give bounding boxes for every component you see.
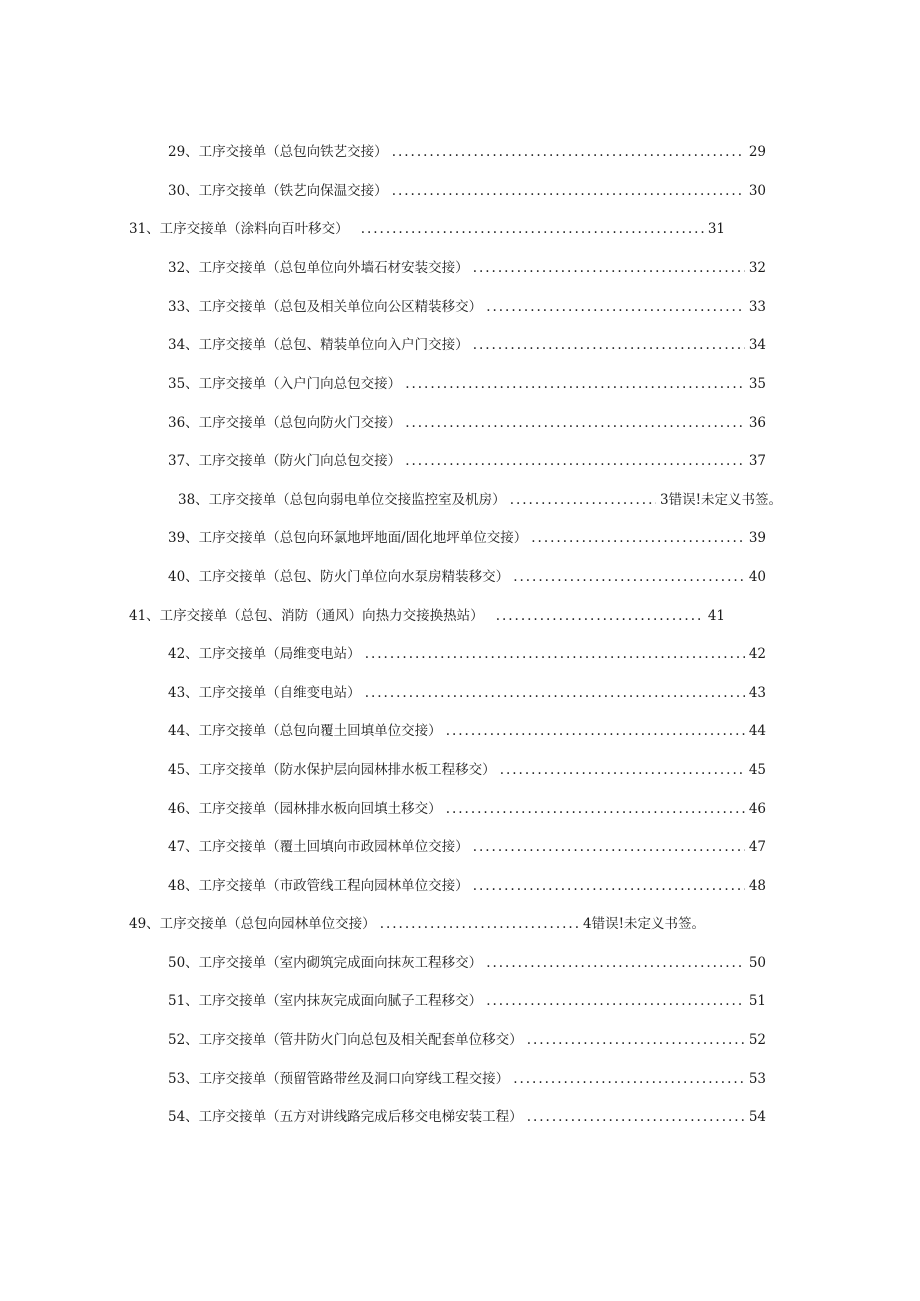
toc-entry[interactable] — [168, 528, 766, 548]
dot-leader — [486, 297, 745, 317]
toc-page-number: 54 — [748, 1109, 766, 1125]
toc-entry[interactable] — [178, 490, 782, 510]
toc-entry[interactable] — [168, 644, 766, 664]
toc-entry-title: 36、工序交接单（总包向防火门交接） — [168, 415, 402, 431]
toc-page-number: 31 — [707, 221, 725, 237]
toc-entry[interactable] — [129, 219, 725, 239]
toc-entry-title: 37、工序交接单（防火门向总包交接） — [168, 453, 402, 469]
dot-leader — [486, 953, 745, 973]
dot-leader — [361, 219, 704, 239]
toc-entry-title: 32、工序交接单（总包单位向外墙石材安装交接） — [168, 260, 469, 276]
toc-page-number: 44 — [748, 723, 766, 739]
toc-entry[interactable] — [168, 142, 766, 162]
toc-page-number: 36 — [748, 415, 766, 431]
toc-page-number: 51 — [748, 993, 766, 1009]
dot-leader — [446, 721, 745, 741]
dot-leader — [527, 1107, 745, 1127]
dot-leader — [365, 683, 745, 703]
dot-leader — [473, 837, 745, 857]
dot-leader — [527, 1030, 745, 1050]
toc-entry[interactable] — [168, 297, 766, 317]
toc-entry-title: 39、工序交接单（总包向环氯地坪地面/固化地坪单位交接） — [168, 530, 528, 546]
toc-entry-title: 29、工序交接单（总包向铁艺交接） — [168, 144, 388, 160]
toc-page-number: 48 — [748, 878, 766, 894]
dot-leader — [365, 644, 745, 664]
dot-leader — [510, 490, 656, 510]
toc-entry-title: 53、工序交接单（预留管路带丝及洞口向穿线工程交接） — [168, 1071, 510, 1087]
toc-entry-title: 42、工序交接单（局维变电站） — [168, 646, 361, 662]
dot-leader — [392, 181, 745, 201]
toc-entry[interactable] — [168, 876, 766, 896]
dot-leader — [446, 799, 745, 819]
toc-entry[interactable] — [168, 567, 766, 587]
toc-page-number: 52 — [748, 1032, 766, 1048]
toc-entry[interactable] — [168, 991, 766, 1011]
toc-entry-title: 40、工序交接单（总包、防火门单位向水泵房精装移交） — [168, 569, 510, 585]
toc-entry[interactable] — [168, 760, 766, 780]
dot-leader — [513, 1069, 745, 1089]
dot-leader — [486, 991, 745, 1011]
toc-entry-title: 51、工序交接单（室内抹灰完成面向腻子工程移交） — [168, 993, 483, 1009]
toc-entry[interactable] — [168, 683, 766, 703]
toc-page-number: 40 — [748, 569, 766, 585]
toc-page-number: 53 — [748, 1071, 766, 1087]
toc-entry-title: 31、工序交接单（涂料向百叶移交） — [129, 221, 349, 237]
dot-leader — [405, 451, 745, 471]
dot-leader — [473, 876, 745, 896]
toc-entry-title: 43、工序交接单（自维变电站） — [168, 685, 361, 701]
dot-leader — [513, 567, 745, 587]
toc-page-number: 41 — [707, 608, 725, 624]
dot-leader — [392, 142, 745, 162]
dot-leader — [496, 606, 704, 626]
toc-page-number: 45 — [748, 762, 766, 778]
dot-leader — [405, 413, 745, 433]
dot-leader — [380, 914, 579, 934]
toc-entry-title: 30、工序交接单（铁艺向保温交接） — [168, 183, 388, 199]
dot-leader — [473, 258, 745, 278]
toc-entry-title: 47、工序交接单（覆土回填向市政园林单位交接） — [168, 839, 469, 855]
toc-entry[interactable] — [168, 721, 766, 741]
toc-entry-title: 54、工序交接单（五方对讲线路完成后移交电梯安装工程） — [168, 1109, 523, 1125]
toc-entry-title: 41、工序交接单（总包、消防（通风）向热力交接换热站） — [129, 608, 484, 624]
dot-leader — [531, 528, 745, 548]
toc-entry[interactable] — [168, 953, 766, 973]
toc-page-number: 46 — [748, 801, 766, 817]
toc-page-number: 47 — [748, 839, 766, 855]
toc-page-number: 50 — [748, 955, 766, 971]
toc-entry-title: 52、工序交接单（管井防火门向总包及相关配套单位移交） — [168, 1032, 523, 1048]
toc-page-number: 42 — [748, 646, 766, 662]
toc-page-number: 29 — [748, 144, 766, 160]
toc-entry-title: 34、工序交接单（总包、精装单位向入户门交接） — [168, 337, 469, 353]
toc-page-number: 35 — [748, 376, 766, 392]
toc-entry[interactable] — [168, 1107, 766, 1127]
toc-page-number: 39 — [748, 530, 766, 546]
toc-entry-title: 45、工序交接单（防水保护层向园林排水板工程移交） — [168, 762, 496, 778]
toc-entry[interactable] — [168, 413, 766, 433]
toc-page-number: 3错误!未定义书签。 — [659, 492, 782, 508]
toc-entry[interactable] — [168, 1069, 766, 1089]
toc-page-number: 30 — [748, 183, 766, 199]
toc-entry-title: 50、工序交接单（室内砌筑完成面向抹灰工程移交） — [168, 955, 483, 971]
toc-page-number: 32 — [748, 260, 766, 276]
toc-entry[interactable] — [168, 799, 766, 819]
toc-entry[interactable] — [168, 374, 766, 394]
toc-page-number: 33 — [748, 299, 766, 315]
toc-entry-title: 35、工序交接单（入户门向总包交接） — [168, 376, 402, 392]
dot-leader — [500, 760, 745, 780]
toc-entry[interactable] — [168, 1030, 766, 1050]
toc-entry[interactable] — [168, 451, 766, 471]
toc-entry[interactable] — [168, 258, 766, 278]
toc-page-number: 37 — [748, 453, 766, 469]
dot-leader — [473, 335, 745, 355]
toc-page-number: 4错误!未定义书签。 — [582, 916, 705, 932]
toc-entry-title: 33、工序交接单（总包及相关单位向公区精装移交） — [168, 299, 483, 315]
toc-entry[interactable] — [129, 606, 725, 626]
toc-entry-title: 44、工序交接单（总包向覆土回填单位交接） — [168, 723, 442, 739]
toc-entry[interactable] — [129, 914, 705, 934]
toc-entry[interactable] — [168, 181, 766, 201]
toc-entry-title: 49、工序交接单（总包向园林单位交接） — [129, 916, 376, 932]
toc-entry-title: 38、工序交接单（总包向弱电单位交接监控室及机房） — [178, 492, 506, 508]
toc-entry-title: 48、工序交接单（市政管线工程向园林单位交接） — [168, 878, 469, 894]
toc-entry[interactable] — [168, 335, 766, 355]
toc-page-number: 43 — [748, 685, 766, 701]
toc-entry[interactable] — [168, 837, 766, 857]
dot-leader — [405, 374, 745, 394]
toc-page-number: 34 — [748, 337, 766, 353]
toc-entry-title: 46、工序交接单（园林排水板向回填土移交） — [168, 801, 442, 817]
